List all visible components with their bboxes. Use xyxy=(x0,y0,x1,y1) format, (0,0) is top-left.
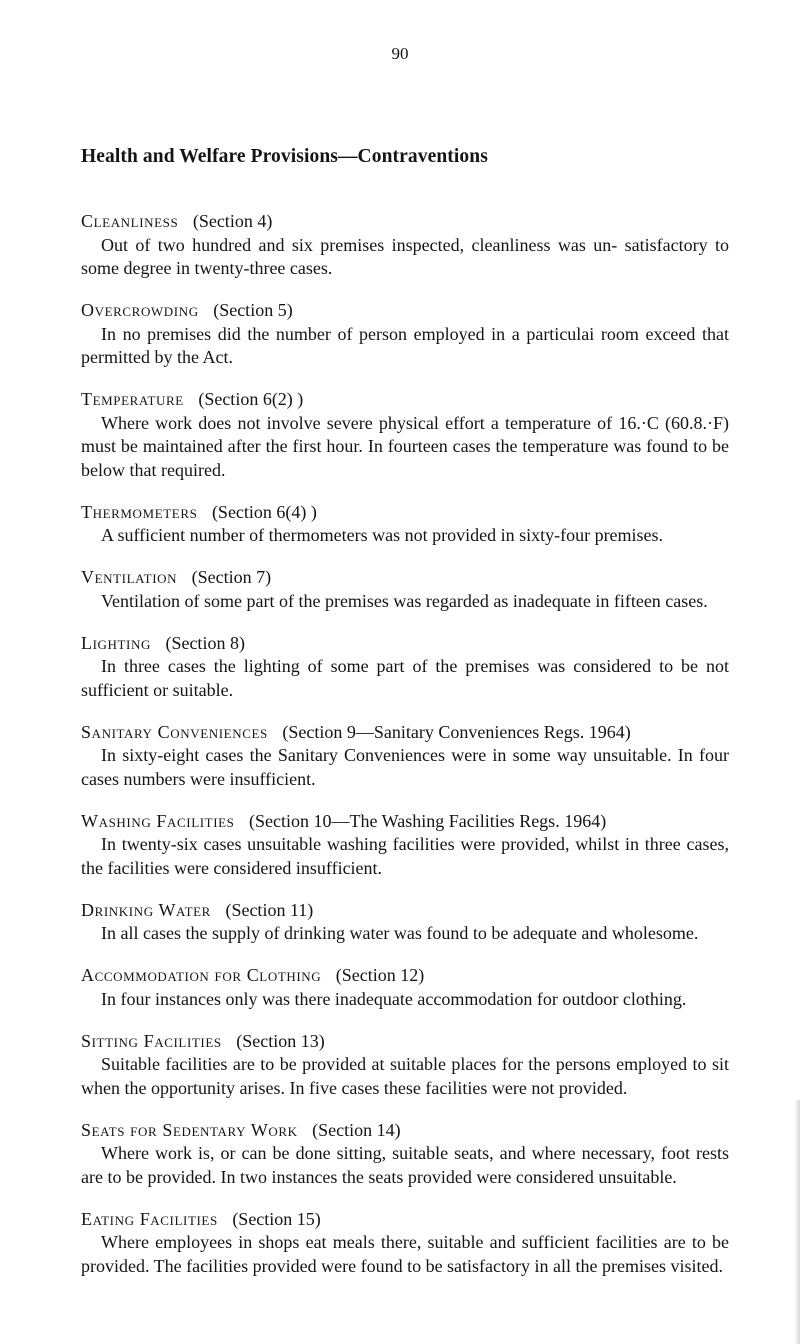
section-washing-facilities xyxy=(81,810,729,881)
page-edge-shadow xyxy=(794,1100,800,1344)
section-body: In four instances only was there inadequate accommodation for outdoor clothing. xyxy=(101,988,687,1009)
sections-list xyxy=(81,210,729,1297)
section-drinking-water xyxy=(81,899,729,946)
section-heading xyxy=(81,1119,729,1143)
section-cleanliness xyxy=(81,210,729,281)
section-reference: (Section 8) xyxy=(165,632,245,653)
section-name: Ventilation xyxy=(81,567,178,587)
section-body: In sixty-eight cases the Sanitary Conveniences were in some way unsuitable. In four cases numbers were insufficient. xyxy=(81,745,729,789)
section-heading xyxy=(81,1208,729,1232)
section-reference: (Section 11) xyxy=(225,899,314,920)
section-name: Drinking Water xyxy=(81,899,211,920)
section-reference: (Section 6(2) ) xyxy=(198,389,304,409)
section-reference: (Section 7) xyxy=(191,567,272,587)
section-name: Lighting xyxy=(81,632,151,653)
section-name: Washing Facilities xyxy=(81,810,235,831)
section-overcrowding xyxy=(81,299,729,370)
section-heading xyxy=(81,810,729,834)
section-body: Out of two hundred and six premises inspected, cleanliness was un- satisfactory to some degree in twenty-three cases. xyxy=(81,234,729,278)
page-number: 90 xyxy=(391,44,409,63)
section-name: Temperature xyxy=(81,389,184,409)
section-body: In all cases the supply of drinking water was found to be adequate and wholesome. xyxy=(101,923,699,943)
section-reference: (Section 6(4) ) xyxy=(211,501,317,522)
section-heading xyxy=(81,1030,729,1054)
section-eating-facilities xyxy=(81,1208,729,1279)
section-seats-for-sedentary-work xyxy=(81,1119,729,1190)
section-body: In no premises did the number of person employed in a particulai room exceed that permitted by the Act. xyxy=(81,323,729,367)
section-body: Suitable facilities are to be provided at suitable places for the persons employed to sit when the opportunity arises. In five cases these facilities were not provided. xyxy=(81,1054,729,1098)
section-heading xyxy=(81,566,729,590)
section-sanitary-conveniences xyxy=(81,721,729,792)
section-sitting-facilities xyxy=(81,1030,729,1101)
section-name: Thermometers xyxy=(81,501,198,522)
section-reference: (Section 12) xyxy=(335,965,425,985)
section-thermometers xyxy=(81,501,729,548)
section-body: In twenty-six cases unsuitable washing facilities were provided, whilst in three cases, the facilities were considered insufficient. xyxy=(81,834,729,878)
section-reference: (Section 14) xyxy=(312,1119,401,1140)
section-body: In three cases the lighting of some part of the premises was considered to be not sufficient or suitable. xyxy=(81,656,729,700)
section-heading xyxy=(81,210,729,234)
section-body: Where work is, or can be done sitting, suitable seats, and where necessary, foot rests are to be provided. In two instances the seats provided were considered unsuitable. xyxy=(81,1143,729,1187)
section-body: Where work does not involve severe physical effort a temperature of 16.·C (60.8.·F) must be maintained after the first hour. In fourteen cases the temperature was found to be below that required. xyxy=(81,412,729,480)
section-reference: (Section 15) xyxy=(232,1208,321,1229)
section-accommodation-for-clothing xyxy=(81,964,729,1011)
section-heading xyxy=(81,721,729,745)
section-heading xyxy=(81,964,729,988)
section-heading xyxy=(81,501,729,525)
page-title: Health and Welfare Provisions—Contraventions xyxy=(81,146,488,167)
section-name: Sanitary Conveniences xyxy=(81,721,268,742)
section-name: Eating Facilities xyxy=(81,1208,218,1229)
section-reference: (Section 10—The Washing Facilities Regs. 1964) xyxy=(249,810,607,831)
section-reference: (Section 4) xyxy=(192,211,273,231)
section-name: Seats for Sedentary Work xyxy=(81,1119,298,1140)
section-heading xyxy=(81,632,729,656)
section-lighting xyxy=(81,632,729,703)
section-name: Overcrowding xyxy=(81,300,199,320)
section-temperature xyxy=(81,388,729,482)
section-body: Ventilation of some part of the premises was regarded as inadequate in fifteen cases. xyxy=(101,590,708,611)
section-ventilation xyxy=(81,566,729,613)
section-reference: (Section 9—Sanitary Conveniences Regs. 1964) xyxy=(282,721,631,742)
section-heading xyxy=(81,388,729,412)
section-heading xyxy=(81,299,729,323)
section-name: Sitting Facilities xyxy=(81,1030,222,1051)
section-reference: (Section 13) xyxy=(236,1030,325,1051)
section-heading xyxy=(81,899,729,923)
section-name: Accommodation for Clothing xyxy=(81,965,322,985)
section-body: A sufficient number of thermometers was not provided in sixty-four premises. xyxy=(101,525,664,545)
section-reference: (Section 5) xyxy=(213,300,293,320)
section-name: Cleanliness xyxy=(81,211,179,231)
section-body: Where employees in shops eat meals there, suitable and sufficient facilities are to be provided. The facilities provided were found to be satisfactory in all the premises visited. xyxy=(81,1232,729,1276)
